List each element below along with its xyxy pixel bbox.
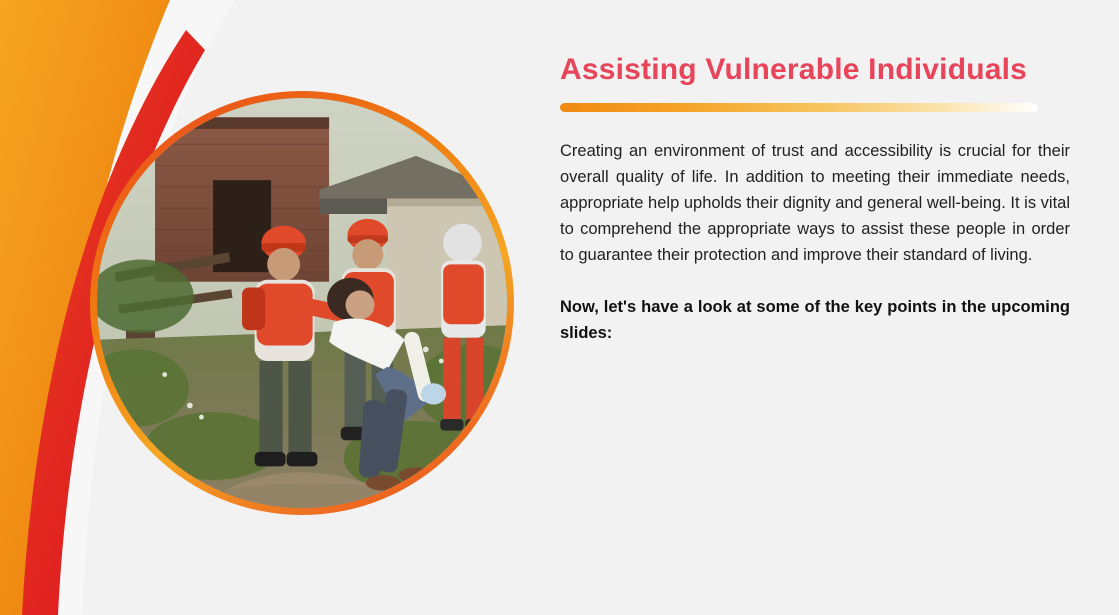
title-underline-bar (560, 103, 1038, 112)
body-paragraph: Creating an environment of trust and accessibility is crucial for their overall quality of life. In addition to meeting their immediate needs, appropriate help upholds their dignity and general well-being. It is vital to comprehend the appropriate ways to assist these people in order to guarantee their protection and improve their standard of living. (560, 141, 1070, 265)
rescue-team-carrying-injured-person-photo (97, 98, 507, 508)
photo-frame (90, 91, 514, 515)
slide-title: Assisting Vulnerable Individuals (560, 53, 1028, 86)
text-column (560, 50, 1070, 346)
photo-illustration (97, 98, 507, 508)
emphasis-paragraph: Now, let's have a look at some of the key points in the upcoming slides: (560, 298, 1070, 343)
